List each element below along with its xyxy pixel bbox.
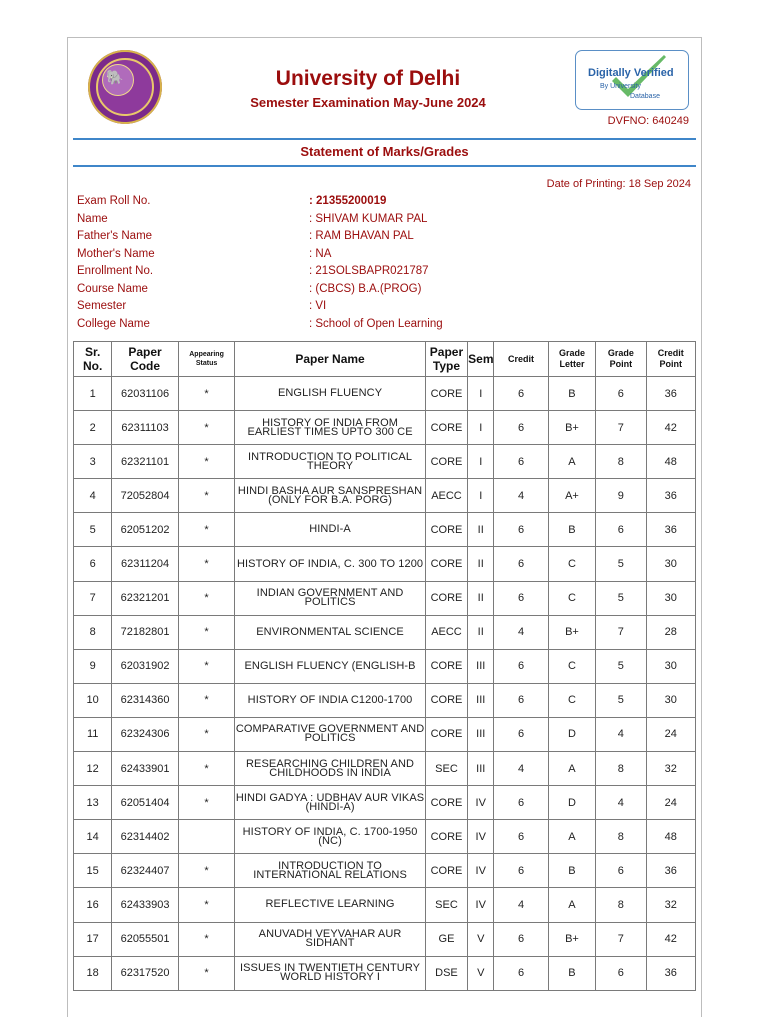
grade-letter-cell: C [548,649,595,683]
student-info-row [77,248,677,266]
paper-code-cell: 62324407 [112,854,179,888]
university-seal-logo [88,50,162,124]
paper-code-cell: 62314402 [112,820,179,854]
paper-type-cell: CORE [425,411,467,445]
paper-type-cell: GE [425,922,467,956]
sr-no-cell: 4 [74,479,112,513]
col-sr-no: Sr. No. [74,342,112,377]
col-paper-type: Paper Type [425,342,467,377]
grade-point-cell: 6 [596,956,646,990]
student-details [77,195,677,335]
credit-point-cell: 48 [646,445,695,479]
table-row [74,479,696,513]
paper-code-cell: 62031902 [112,649,179,683]
appearing-status-cell: * [178,786,234,820]
paper-type-cell: CORE [425,854,467,888]
paper-type-cell: CORE [425,547,467,581]
grade-point-cell: 7 [596,922,646,956]
student-info-row [77,230,677,248]
paper-name-cell: REFLECTIVE LEARNING [235,888,426,922]
paper-type-cell: AECC [425,479,467,513]
paper-type-cell: CORE [425,649,467,683]
paper-name-cell: HISTORY OF INDIA FROM EARLIEST TIMES UPTO 300 CE [235,411,426,445]
credit-cell: 6 [494,683,548,717]
sr-no-cell: 10 [74,683,112,717]
grade-letter-cell: C [548,683,595,717]
bottom-divider [73,165,696,167]
paper-type-cell: CORE [425,445,467,479]
grade-point-cell: 7 [596,615,646,649]
digitally-verified-badge [575,50,689,110]
sem-cell: III [468,752,494,786]
sr-no-cell: 1 [74,377,112,411]
grade-letter-cell: C [548,581,595,615]
paper-type-cell: SEC [425,888,467,922]
table-row [74,547,696,581]
table-row [74,786,696,820]
credit-point-cell: 36 [646,956,695,990]
student-info-value: : RAM BHAVAN PAL [309,230,414,242]
student-info-label: College Name [77,317,150,330]
grade-letter-cell: B+ [548,411,595,445]
sr-no-cell: 7 [74,581,112,615]
paper-code-cell: 62311103 [112,411,179,445]
sem-cell: IV [468,820,494,854]
sem-cell: II [468,615,494,649]
paper-type-cell: SEC [425,752,467,786]
credit-point-cell: 42 [646,411,695,445]
table-row [74,615,696,649]
grade-point-cell: 8 [596,820,646,854]
table-row [74,820,696,854]
sr-no-cell: 17 [74,922,112,956]
student-info-value: : 21SOLSBAPR021787 [309,265,429,277]
table-row [74,956,696,990]
appearing-status-cell: * [178,479,234,513]
paper-code-cell: 62433903 [112,888,179,922]
credit-cell: 6 [494,820,548,854]
credit-cell: 6 [494,717,548,751]
verified-database-text: Database [630,93,660,100]
student-info-label: Semester [77,300,127,312]
col-appearing-status: Appearing Status [178,342,234,377]
paper-code-cell: 62321201 [112,581,179,615]
grade-letter-cell: C [548,547,595,581]
credit-cell: 6 [494,411,548,445]
sem-cell: I [468,479,494,513]
grade-point-cell: 5 [596,547,646,581]
student-info-row [77,195,677,213]
sr-no-cell: 5 [74,513,112,547]
credit-point-cell: 42 [646,922,695,956]
sem-cell: I [468,377,494,411]
paper-type-cell: CORE [425,513,467,547]
grade-point-cell: 4 [596,786,646,820]
sr-no-cell: 3 [74,445,112,479]
student-info-label: Exam Roll No. [77,195,151,207]
sem-cell: II [468,513,494,547]
paper-name-cell: HINDI GADYA : UDBHAV AUR VIKAS (HINDI-A) [235,786,426,820]
student-info-label: Course Name [77,282,148,295]
paper-name-cell: HINDI-A [235,513,426,547]
paper-type-cell: DSE [425,956,467,990]
appearing-status-cell: * [178,581,234,615]
sem-cell: II [468,547,494,581]
table-row [74,649,696,683]
grade-letter-cell: A [548,445,595,479]
table-row [74,581,696,615]
credit-cell: 6 [494,854,548,888]
table-row [74,888,696,922]
credit-point-cell: 32 [646,752,695,786]
paper-code-cell: 62321101 [112,445,179,479]
appearing-status-cell: * [178,445,234,479]
appearing-status-cell: * [178,683,234,717]
table-row [74,513,696,547]
paper-code-cell: 62055501 [112,922,179,956]
appearing-status-cell: * [178,752,234,786]
credit-point-cell: 30 [646,649,695,683]
grade-letter-cell: B+ [548,922,595,956]
printing-date: Date of Printing: 18 Sep 2024 [546,178,691,190]
paper-code-cell: 62311204 [112,547,179,581]
paper-type-cell: CORE [425,820,467,854]
paper-name-cell: ENGLISH FLUENCY (ENGLISH-B [235,649,426,683]
grade-point-cell: 7 [596,411,646,445]
table-row [74,445,696,479]
paper-code-cell: 62324306 [112,717,179,751]
grade-letter-cell: B+ [548,615,595,649]
col-credit-point: Credit Point [646,342,695,377]
sem-cell: I [468,411,494,445]
col-grade-letter: Grade Letter [548,342,595,377]
table-row [74,752,696,786]
paper-type-cell: CORE [425,683,467,717]
paper-type-cell: CORE [425,581,467,615]
paper-code-cell: 62433901 [112,752,179,786]
grade-letter-cell: A [548,888,595,922]
credit-point-cell: 36 [646,377,695,411]
sem-cell: II [468,581,494,615]
credit-cell: 6 [494,445,548,479]
paper-type-cell: CORE [425,377,467,411]
student-info-row [77,318,677,336]
appearing-status-cell: * [178,888,234,922]
col-credit: Credit [494,342,548,377]
student-info-value: : 21355200019 [309,195,387,207]
table-row [74,377,696,411]
dvf-number: DVFNO: 640249 [607,115,689,127]
credit-cell: 4 [494,615,548,649]
sr-no-cell: 15 [74,854,112,888]
sr-no-cell: 6 [74,547,112,581]
credit-point-cell: 30 [646,547,695,581]
student-info-label: Enrollment No. [77,265,154,277]
grade-point-cell: 8 [596,888,646,922]
student-info-label: Name [77,212,108,225]
col-paper-code: Paper Code [112,342,179,377]
sem-cell: V [468,956,494,990]
paper-type-cell: AECC [425,615,467,649]
paper-code-cell: 62314360 [112,683,179,717]
appearing-status-cell: * [178,411,234,445]
table-row [74,854,696,888]
marksheet-page [67,37,702,1017]
sem-cell: IV [468,786,494,820]
credit-point-cell: 30 [646,581,695,615]
appearing-status-cell: * [178,547,234,581]
grade-letter-cell: A [548,820,595,854]
col-paper-name: Paper Name [235,342,426,377]
appearing-status-cell: * [178,649,234,683]
appearing-status-cell: * [178,377,234,411]
table-row [74,922,696,956]
paper-code-cell: 72052804 [112,479,179,513]
top-divider [73,138,696,140]
paper-name-cell: INDIAN GOVERNMENT AND POLITICS [235,581,426,615]
sem-cell: III [468,649,494,683]
appearing-status-cell [178,820,234,854]
credit-point-cell: 30 [646,683,695,717]
paper-name-cell: INTRODUCTION TO POLITICAL THEORY [235,445,426,479]
sr-no-cell: 11 [74,717,112,751]
credit-cell: 4 [494,888,548,922]
paper-type-cell: CORE [425,786,467,820]
paper-name-cell: ISSUES IN TWENTIETH CENTURY WORLD HISTORY I [235,956,426,990]
student-info-value: : NA [309,247,332,260]
paper-code-cell: 62051202 [112,513,179,547]
sr-no-cell: 9 [74,649,112,683]
student-info-value: : (CBCS) B.A.(PROG) [309,282,422,295]
credit-cell: 6 [494,786,548,820]
grade-letter-cell: D [548,786,595,820]
verified-by-text: By University [600,83,641,90]
grade-letter-cell: B [548,854,595,888]
grade-letter-cell: B [548,377,595,411]
sr-no-cell: 18 [74,956,112,990]
student-info-value: : School of Open Learning [309,317,443,330]
paper-name-cell: RESEARCHING CHILDREN AND CHILDHOODS IN INDIA [235,752,426,786]
sem-cell: IV [468,888,494,922]
statement-title: Statement of Marks/Grades [300,144,469,159]
credit-cell: 6 [494,581,548,615]
grade-point-cell: 6 [596,377,646,411]
grade-letter-cell: A [548,752,595,786]
sr-no-cell: 8 [74,615,112,649]
sem-cell: III [468,683,494,717]
credit-point-cell: 36 [646,479,695,513]
grade-point-cell: 9 [596,479,646,513]
paper-name-cell: INTRODUCTION TO INTERNATIONAL RELATIONS [235,854,426,888]
sr-no-cell: 16 [74,888,112,922]
appearing-status-cell: * [178,717,234,751]
table-row [74,717,696,751]
credit-point-cell: 36 [646,513,695,547]
col-sem: Sem [468,342,494,377]
grade-point-cell: 8 [596,752,646,786]
student-info-label: Father's Name [77,230,153,242]
credit-cell: 4 [494,479,548,513]
grade-letter-cell: B [548,956,595,990]
credit-cell: 6 [494,649,548,683]
student-info-row [77,283,677,301]
credit-cell: 6 [494,956,548,990]
table-row [74,411,696,445]
appearing-status-cell: * [178,615,234,649]
credit-cell: 6 [494,377,548,411]
appearing-status-cell: * [178,513,234,547]
paper-type-cell: CORE [425,717,467,751]
sem-cell: III [468,717,494,751]
sem-cell: IV [468,854,494,888]
grade-point-cell: 5 [596,683,646,717]
grade-letter-cell: B [548,513,595,547]
credit-cell: 6 [494,547,548,581]
grade-point-cell: 5 [596,581,646,615]
paper-code-cell: 62031106 [112,377,179,411]
paper-name-cell: ENVIRONMENTAL SCIENCE [235,615,426,649]
sr-no-cell: 2 [74,411,112,445]
grade-point-cell: 6 [596,513,646,547]
appearing-status-cell: * [178,922,234,956]
paper-name-cell: HINDI BASHA AUR SANSPRESHAN (ONLY FOR B.A. PORG) [235,479,426,513]
paper-name-cell: HISTORY OF INDIA, C. 1700-1950 (NC) [235,820,426,854]
grade-letter-cell: A+ [548,479,595,513]
student-info-row [77,300,677,318]
paper-name-cell: COMPARATIVE GOVERNMENT AND POLITICS [235,717,426,751]
sem-cell: V [468,922,494,956]
credit-point-cell: 32 [646,888,695,922]
col-grade-point: Grade Point [596,342,646,377]
sr-no-cell: 13 [74,786,112,820]
paper-name-cell: HISTORY OF INDIA, C. 300 TO 1200 [235,547,426,581]
credit-cell: 6 [494,922,548,956]
credit-cell: 4 [494,752,548,786]
grade-point-cell: 4 [596,717,646,751]
appearing-status-cell: * [178,854,234,888]
sr-no-cell: 12 [74,752,112,786]
exam-subtitle: Semester Examination May-June 2024 [250,95,486,110]
paper-name-cell: ENGLISH FLUENCY [235,377,426,411]
grade-point-cell: 5 [596,649,646,683]
credit-cell: 6 [494,513,548,547]
table-header-row [74,342,696,377]
paper-code-cell: 62051404 [112,786,179,820]
verified-text: Digitally Verified [588,67,674,79]
paper-code-cell: 72182801 [112,615,179,649]
student-info-value: : SHIVAM KUMAR PAL [309,212,428,225]
student-info-label: Mother's Name [77,247,155,260]
appearing-status-cell: * [178,956,234,990]
marks-table [73,341,696,991]
student-info-row [77,265,677,283]
sem-cell: I [468,445,494,479]
paper-name-cell: ANUVADH VEYVAHAR AUR SIDHANT [235,922,426,956]
credit-point-cell: 24 [646,717,695,751]
credit-point-cell: 36 [646,854,695,888]
table-row [74,683,696,717]
grade-point-cell: 6 [596,854,646,888]
grade-point-cell: 8 [596,445,646,479]
university-title: University of Delhi [275,67,461,90]
credit-point-cell: 24 [646,786,695,820]
student-info-row [77,213,677,231]
paper-name-cell: HISTORY OF INDIA C1200-1700 [235,683,426,717]
student-info-value: : VI [309,300,327,312]
paper-code-cell: 62317520 [112,956,179,990]
sr-no-cell: 14 [74,820,112,854]
credit-point-cell: 48 [646,820,695,854]
grade-letter-cell: D [548,717,595,751]
elephant-icon: 🐘 [106,70,124,86]
credit-point-cell: 28 [646,615,695,649]
